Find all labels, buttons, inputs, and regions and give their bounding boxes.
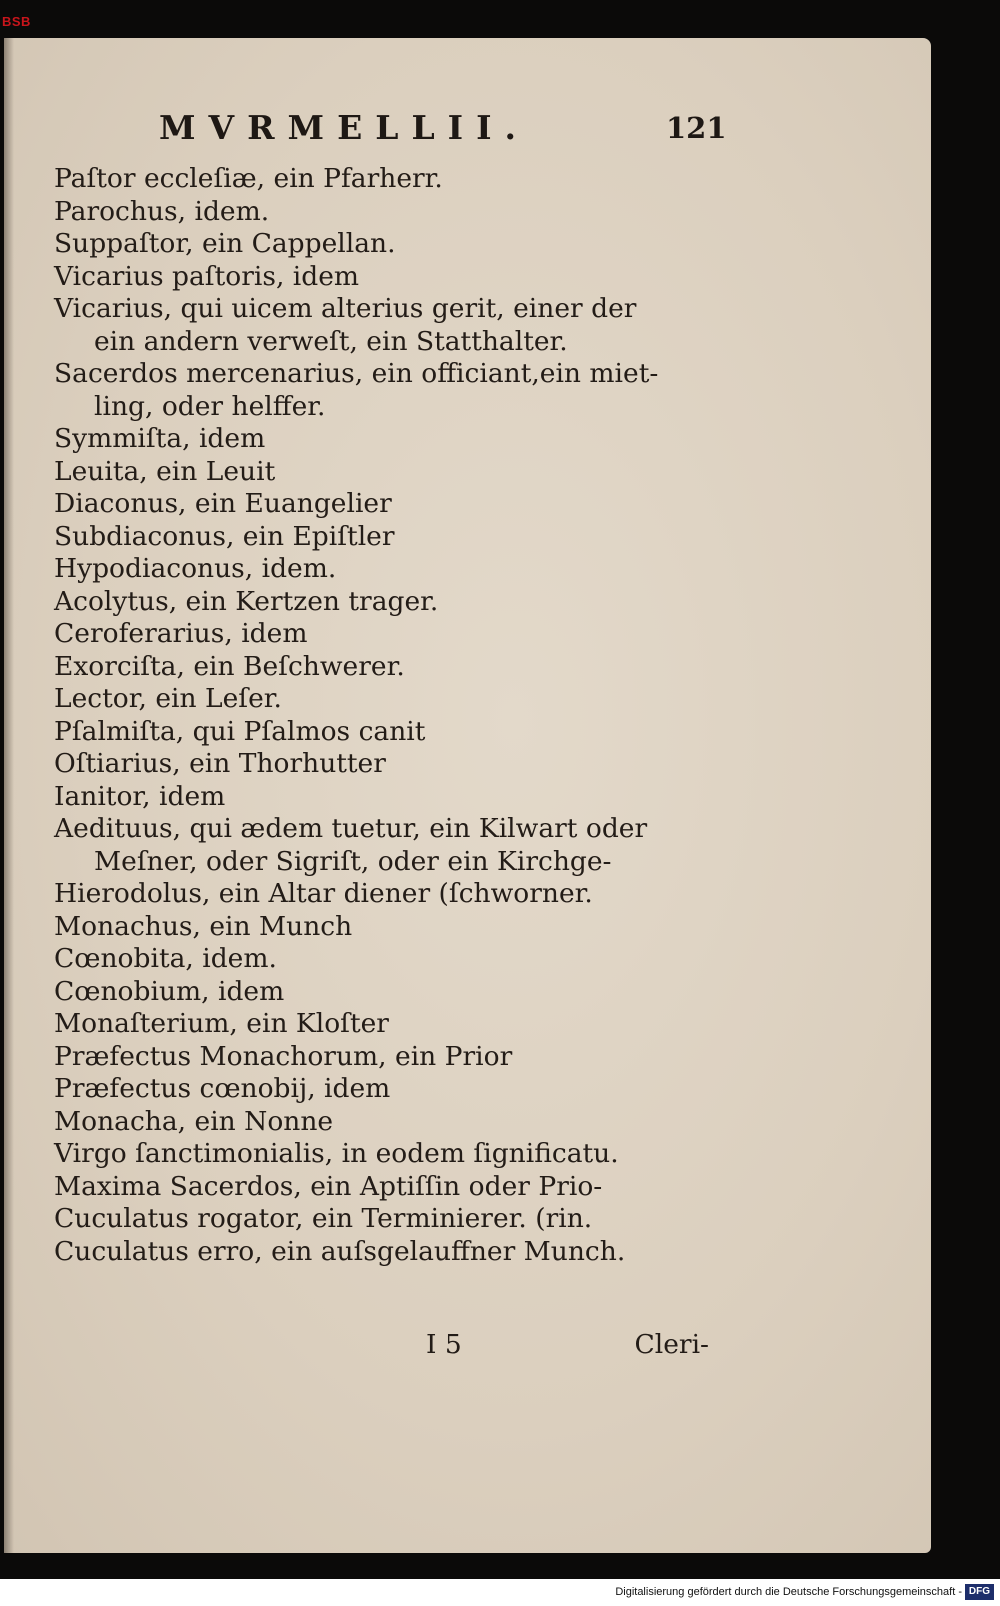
text-line: Vicarius paſtoris, idem [54, 260, 360, 292]
funding-credit: Digitalisierung gefördert durch die Deutsche Forschungsgemeinschaft - [615, 1586, 962, 1598]
text-line: Lector, ein Leſer. [54, 683, 282, 714]
text-line: Exorciſta, ein Beſchwerer. [54, 650, 405, 682]
text-line: Cœnobita, idem. [54, 943, 277, 974]
catchword-line [54, 1329, 714, 1363]
text-line: Monachus, ein Munch [54, 910, 353, 942]
text-line: Cuculatus rogator, ein Terminierer. (rin. [54, 1203, 593, 1234]
text-line: ling, oder helffer. [94, 390, 326, 422]
text-line: Oſtiarius, ein Thorhutter [54, 748, 386, 779]
text-line: Paſtor eccleſiæ, ein Pfarherr. [54, 163, 443, 194]
text-line: Symmiſta, idem [54, 423, 266, 454]
bsb-watermark: BSB [2, 14, 31, 29]
text-line: Vicarius, qui uicem alterius gerit, einer der [54, 293, 637, 324]
page-number: 121 [666, 111, 727, 145]
text-line: Hierodolus, ein Altar diener (ſchworner. [54, 878, 593, 909]
text-line: Subdiaconus, ein Epiſtler [54, 520, 395, 552]
text-line: ein andern verweſt, ein Statthalter. [94, 325, 568, 357]
text-line: Ceroferarius, idem [54, 618, 308, 649]
text-line: Aedituus, qui ædem tuetur, ein Kilwart oder [54, 813, 648, 844]
digitization-footer [0, 1579, 1000, 1606]
text-line: Meſner, oder Sigriſt, oder ein Kirchge- [94, 845, 612, 877]
book-page [4, 38, 931, 1553]
text-line: Leuita, ein Leuit [54, 455, 276, 487]
text-line: Monaſterium, ein Kloſter [54, 1008, 389, 1039]
text-line: Ianitor, idem [54, 780, 226, 812]
catchword: Cleri- [634, 1329, 709, 1360]
text-line: Hypodiaconus, idem. [54, 553, 337, 584]
text-line: Monacha, ein Nonne [54, 1105, 334, 1137]
text-line: Cœnobium, idem [54, 975, 285, 1007]
dfg-logo: DFG [965, 1584, 994, 1600]
running-head: MVRMELLII. [159, 108, 530, 147]
text-line: Suppaſtor, ein Cappellan. [54, 228, 396, 259]
glossary-text-block [54, 163, 714, 1268]
text-line: Sacerdos mercenarius, ein officiant,ein miet- [54, 358, 659, 389]
text-line: Parochus, idem. [54, 195, 270, 227]
text-line: Maxima Sacerdos, ein Aptiſſin oder Prio- [54, 1170, 603, 1202]
signature-mark: I 5 [426, 1329, 462, 1360]
text-line: Diaconus, ein Euangelier [54, 488, 392, 519]
text-line: Cuculatus erro, ein auſsgelauffner Munch. [54, 1235, 626, 1267]
text-line: Acolytus, ein Kertzen trager. [54, 585, 439, 617]
text-line: Præfectus cœnobij, idem [54, 1073, 391, 1104]
text-line: Virgo ſanctimonialis, in eodem ſignificatu. [54, 1138, 619, 1169]
text-line: Pſalmiſta, qui Pſalmos canit [54, 715, 426, 747]
text-line: Præfectus Monachorum, ein Prior [54, 1040, 513, 1072]
